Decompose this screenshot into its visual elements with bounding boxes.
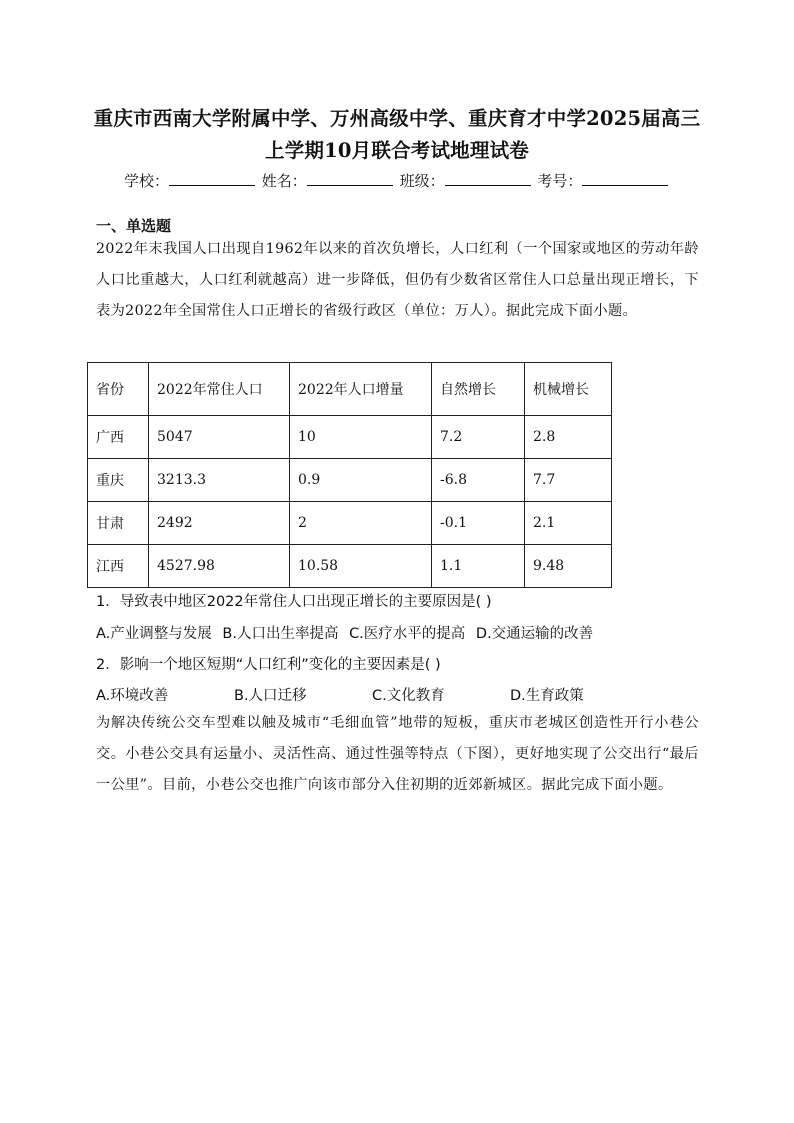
number-blank[interactable] — [582, 171, 668, 186]
q2-option-d[interactable]: D.生育政策 — [510, 688, 584, 704]
table-cell: 甘肃 — [88, 502, 149, 545]
table-cell: 2.1 — [525, 502, 612, 545]
passage-1: 2022年末我国人口出现自1962年以来的首次负增长，人口红利（一个国家或地区的劳动年龄人口比重越大，人口红利就越高）进一步降低，但仍有少数省区常住人口总量出现正增长，下表为2022年全国常住人口正增长的省级行政区（单位：万人）。据此完成下面小题。 — [96, 241, 699, 319]
table-cell: 重庆 — [88, 459, 149, 502]
table-cell: 10.58 — [290, 545, 432, 588]
student-info-row — [124, 170, 684, 191]
exam-title-line-2: 上学期10月联合考试地理试卷 — [265, 139, 529, 162]
q1-option-c[interactable]: C.医疗水平的提高 — [349, 626, 466, 642]
q2-option-a[interactable]: A.环境改善 — [96, 688, 169, 704]
table-header-cell: 2022年常住人口 — [149, 363, 290, 416]
school-blank[interactable] — [169, 171, 255, 186]
population-table — [87, 362, 612, 588]
table-cell: 2.8 — [525, 416, 612, 459]
table-cell: 4527.98 — [149, 545, 290, 588]
number-label: 考号： — [537, 172, 583, 190]
table-cell: 1.1 — [432, 545, 525, 588]
exam-title-line-1: 重庆市西南大学附属中学、万州高级中学、重庆育才中学2025届高三 — [93, 107, 701, 130]
table-row — [88, 545, 612, 588]
q1-option-b[interactable]: B.人口出生率提高 — [222, 626, 339, 642]
table-row — [88, 459, 612, 502]
class-blank[interactable] — [445, 171, 531, 186]
class-label: 班级： — [399, 172, 445, 190]
question-2-options — [96, 684, 648, 705]
table-cell: 江西 — [88, 545, 149, 588]
table-header-cell: 机械增长 — [525, 363, 612, 416]
table-cell: 0.9 — [290, 459, 432, 502]
table-row — [88, 502, 612, 545]
q1-option-d[interactable]: D.交通运输的改善 — [475, 626, 594, 642]
table-header-cell: 2022年人口增量 — [290, 363, 432, 416]
table-cell: 9.48 — [525, 545, 612, 588]
name-blank[interactable] — [307, 171, 393, 186]
table-cell: 5047 — [149, 416, 290, 459]
section-heading: 一、单选题 — [96, 217, 172, 235]
q2-option-b[interactable]: B.人口迁移 — [234, 688, 307, 704]
table-row — [88, 416, 612, 459]
table-header-cell: 省份 — [88, 363, 149, 416]
q2-option-c[interactable]: C.文化教育 — [372, 688, 445, 704]
school-label: 学校： — [124, 172, 170, 190]
table-cell: 2 — [290, 502, 432, 545]
table-cell: 10 — [290, 416, 432, 459]
table-cell: 2492 — [149, 502, 290, 545]
table-header-cell: 自然增长 — [432, 363, 525, 416]
table-cell: -0.1 — [432, 502, 525, 545]
table-cell: -6.8 — [432, 459, 525, 502]
table-cell: 广西 — [88, 416, 149, 459]
question-2-stem: 2．影响一个地区短期“人口红利”变化的主要因素是( ) — [96, 657, 441, 673]
table-header-row — [88, 363, 612, 416]
table-cell: 3213.3 — [149, 459, 290, 502]
question-1-stem: 1．导致表中地区2022年常住人口出现正增长的主要原因是( ) — [96, 594, 492, 610]
table-cell: 7.2 — [432, 416, 525, 459]
q1-option-a[interactable]: A.产业调整与发展 — [96, 626, 212, 642]
question-1-options — [96, 622, 599, 643]
table-cell: 7.7 — [525, 459, 612, 502]
name-label: 姓名： — [261, 172, 307, 190]
passage-2: 为解决传统公交车型难以触及城市“毛细血管”地带的短板，重庆市老城区创造性开行小巷公交。小巷公交具有运量小、灵活性高、通过性强等特点（下图），更好地实现了公交出行“最后一公里”。目前，小巷公交也推广向该市部分入住初期的近郊新城区。据此完成下面小题。 — [96, 715, 699, 793]
